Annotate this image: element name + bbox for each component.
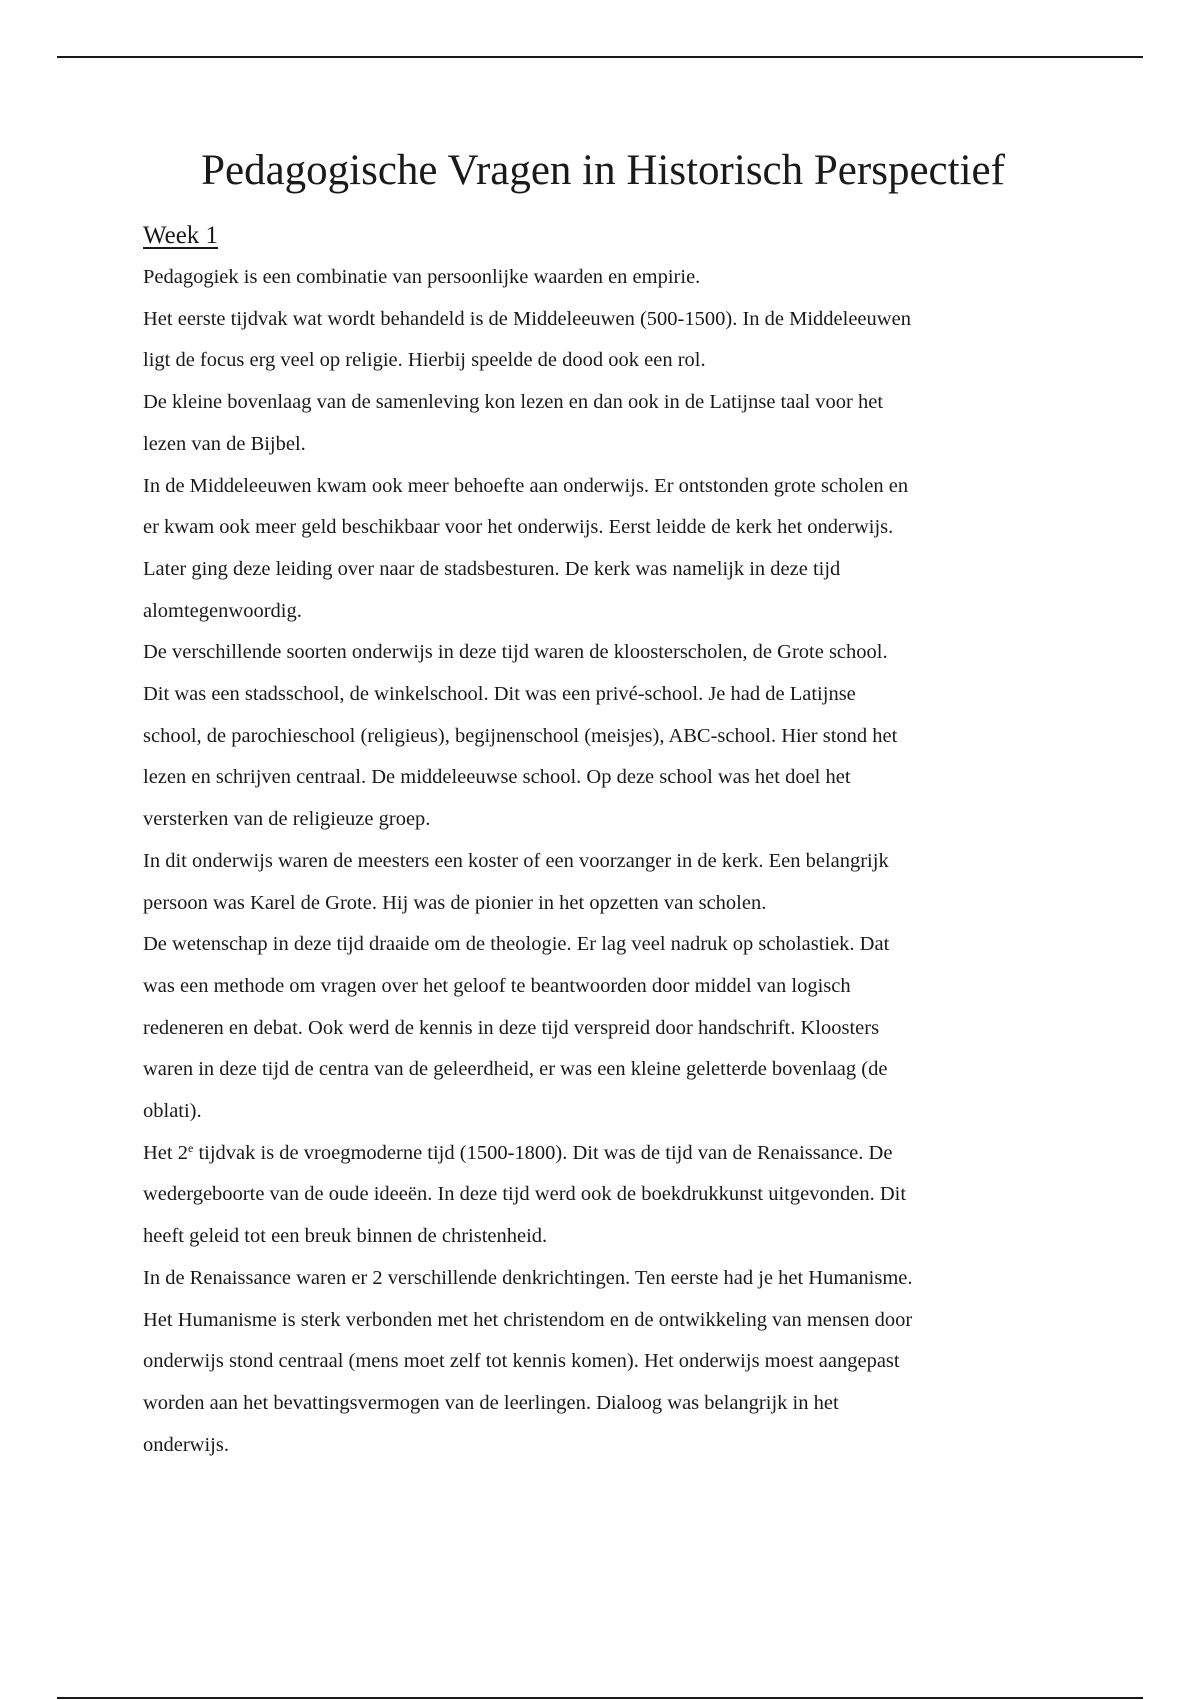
text-line: persoon was Karel de Grote. Hij was de pionier in het opzetten van scholen. [143, 891, 767, 914]
text-line: De wetenschap in deze tijd draaide om de theologie. Er lag veel nadruk op scholastiek. Dat [143, 933, 890, 956]
text-line: waren in deze tijd de centra van de geleerdheid, er was een kleine geletterde bovenlaag (de [143, 1058, 888, 1081]
text-line: lezen en schrijven centraal. De middeleeuwse school. Op deze school was het doel het [143, 766, 851, 789]
text-line: wedergeboorte van de oude ideeën. In deze tijd werd ook de boekdrukkunst uitgevonden. Dit [143, 1183, 907, 1206]
ordinal-superscript: e [187, 1140, 194, 1155]
text-line: Pedagogiek is een combinatie van persoonlijke waarden en empirie. [143, 266, 701, 288]
text-line: onderwijs. [143, 1433, 229, 1456]
text-line: alomtegenwoordig. [143, 599, 302, 622]
paragraph [143, 299, 1063, 382]
text-line: Het eerste tijdvak wat wordt behandeld is de Middeleeuwen (500-1500). In de Middeleeuwen [143, 307, 911, 330]
bottom-rule [57, 1697, 1143, 1699]
text-line: Het Humanisme is sterk verbonden met het christendom en de ontwikkeling van mensen door [143, 1308, 913, 1331]
text-line: ligt de focus erg veel op religie. Hierbij speelde de dood ook een rol. [143, 349, 706, 372]
paragraph [143, 466, 1063, 633]
text-line: onderwijs stond centraal (mens moet zelf tot kennis komen). Het onderwijs moest aangepast [143, 1350, 900, 1373]
top-rule [57, 56, 1143, 58]
paragraph [143, 1133, 1063, 1258]
text-line: In dit onderwijs waren de meesters een koster of een voorzanger in de kerk. Een belangrijk [143, 849, 889, 872]
paragraph [143, 382, 1063, 465]
paragraph [143, 257, 1063, 299]
text-run: Het 2 [143, 1141, 188, 1164]
text-line: lezen van de Bijbel. [143, 432, 306, 455]
text-line: oblati). [143, 1100, 202, 1123]
text-line: In de Middeleeuwen kwam ook meer behoefte aan onderwijs. Er ontstonden grote scholen en [143, 474, 909, 497]
paragraph [143, 924, 1063, 1133]
text-line: school, de parochieschool (religieus), begijnenschool (meisjes), ABC-school. Hier stond het [143, 724, 898, 747]
document-page [143, 140, 1063, 1466]
document-body [143, 257, 1063, 1466]
text-line: versterken van de religieuze groep. [143, 808, 431, 831]
section-heading-text: Week 1 [143, 222, 219, 249]
text-line: worden aan het bevattingsvermogen van de leerlingen. Dialoog was belangrijk in het [143, 1391, 839, 1414]
text-line [143, 1133, 1063, 1175]
paragraph [143, 632, 1063, 841]
paragraph [143, 841, 1063, 924]
text-line: Dit was een stadsschool, de winkelschool. Dit was een privé-school. Je had de Latijnse [143, 683, 856, 706]
document-title: Pedagogische Vragen in Historisch Perspectief [201, 147, 1005, 194]
text-line: De kleine bovenlaag van de samenleving kon lezen en dan ook in de Latijnse taal voor het [143, 391, 884, 414]
text-line: er kwam ook meer geld beschikbaar voor het onderwijs. Eerst leidde de kerk het onderwijs. [143, 516, 894, 539]
text-line: De verschillende soorten onderwijs in deze tijd waren de kloosterscholen, de Grote school. [143, 641, 888, 664]
text-line: Later ging deze leiding over naar de stadsbesturen. De kerk was namelijk in deze tijd [143, 557, 841, 580]
text-line: redeneren en debat. Ook werd de kennis in deze tijd verspreid door handschrift. Kloosters [143, 1016, 880, 1039]
text-line: In de Renaissance waren er 2 verschillende denkrichtingen. Ten eerste had je het Humanisme. [143, 1266, 913, 1289]
text-line: heeft geleid tot een breuk binnen de christenheid. [143, 1225, 548, 1248]
text-run: tijdvak is de vroegmoderne tijd (1500-1800). Dit was de tijd van de Renaissance. De [193, 1141, 893, 1164]
section-heading [143, 219, 1063, 253]
paragraph [143, 1258, 1063, 1467]
text-line: was een methode om vragen over het geloof te beantwoorden door middel van logisch [143, 974, 851, 997]
